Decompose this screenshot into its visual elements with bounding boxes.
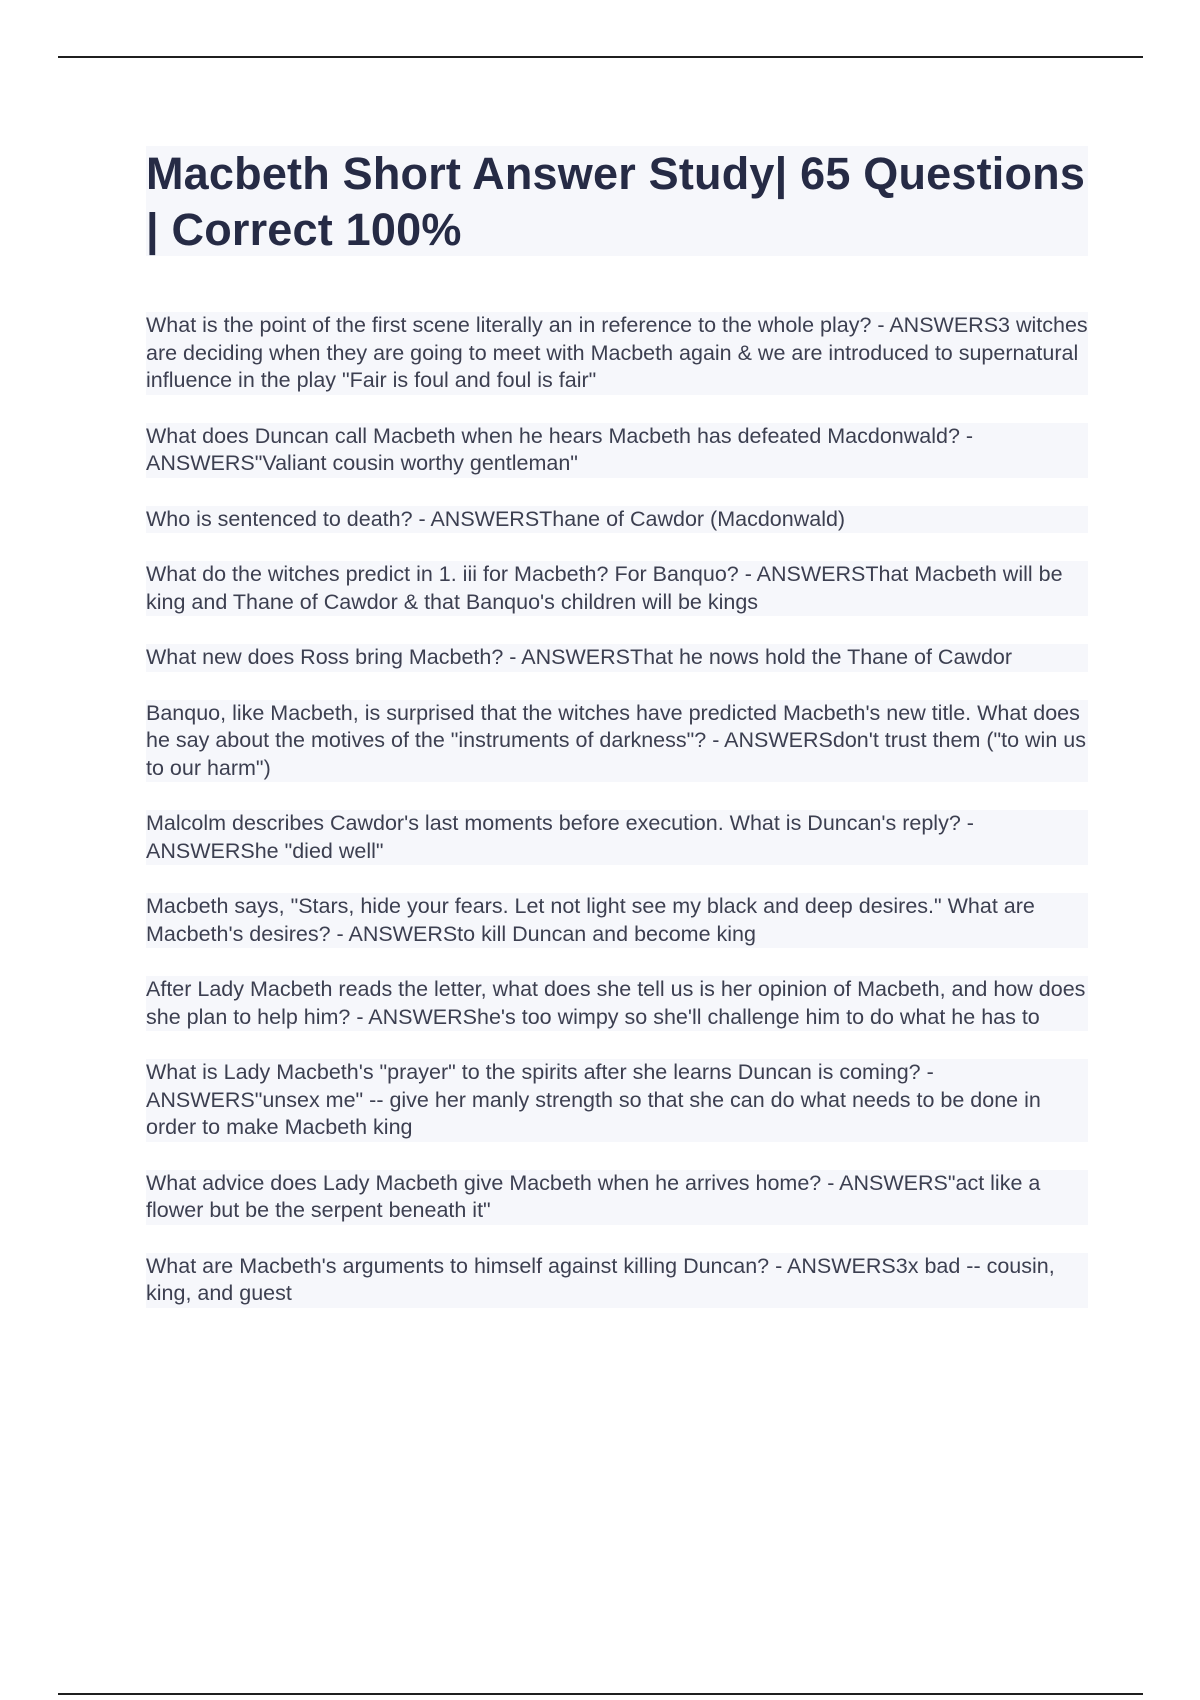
qa-item: After Lady Macbeth reads the letter, what does she tell us is her opinion of Macbeth, and how does she plan to help him? - ANSWERShe's too wimpy so she'll challenge him to do what he has to — [146, 976, 1088, 1031]
qa-item: Who is sentenced to death? - ANSWERSThane of Cawdor (Macdonwald) — [146, 506, 1088, 534]
qa-item: What do the witches predict in 1. iii for Macbeth? For Banquo? - ANSWERSThat Macbeth will be king and Thane of Cawdor & that Banquo's children will be kings — [146, 561, 1088, 616]
qa-item: What does Duncan call Macbeth when he hears Macbeth has defeated Macdonwald? - ANSWERS"Valiant cousin worthy gentleman" — [146, 423, 1088, 478]
qa-item: Banquo, like Macbeth, is surprised that the witches have predicted Macbeth's new title. What does he say about the motives of the "instruments of darkness"? - ANSWERSdon't trust them ("to win us to our harm") — [146, 700, 1088, 783]
qa-item: What are Macbeth's arguments to himself against killing Duncan? - ANSWERS3x bad -- cousin, king, and guest — [146, 1253, 1088, 1308]
bottom-divider — [58, 1693, 1143, 1695]
qa-item: Macbeth says, "Stars, hide your fears. Let not light see my black and deep desires." What are Macbeth's desires? - ANSWERSto kill Duncan and become king — [146, 893, 1088, 948]
qa-item: What is the point of the first scene literally an in reference to the whole play? - ANSWERS3 witches are deciding when they are going to meet with Macbeth again & we are introduced to supernatural influence in the play "Fair is foul and foul is fair" — [146, 312, 1088, 395]
page-title: Macbeth Short Answer Study| 65 Questions | Correct 100% — [146, 148, 1086, 255]
title-block — [146, 146, 1088, 256]
top-divider — [58, 56, 1143, 58]
qa-item: What new does Ross bring Macbeth? - ANSWERSThat he nows hold the Thane of Cawdor — [146, 644, 1088, 672]
qa-item: What is Lady Macbeth's "prayer" to the spirits after she learns Duncan is coming? - ANSWERS"unsex me" -- give her manly strength so that she can do what needs to be done in order to make Macbeth king — [146, 1059, 1088, 1142]
qa-item: Malcolm describes Cawdor's last moments before execution. What is Duncan's reply? - ANSWERShe "died well" — [146, 810, 1088, 865]
qa-item: What advice does Lady Macbeth give Macbeth when he arrives home? - ANSWERS"act like a flower but be the serpent beneath it" — [146, 1170, 1088, 1225]
qa-list — [146, 312, 1096, 1336]
